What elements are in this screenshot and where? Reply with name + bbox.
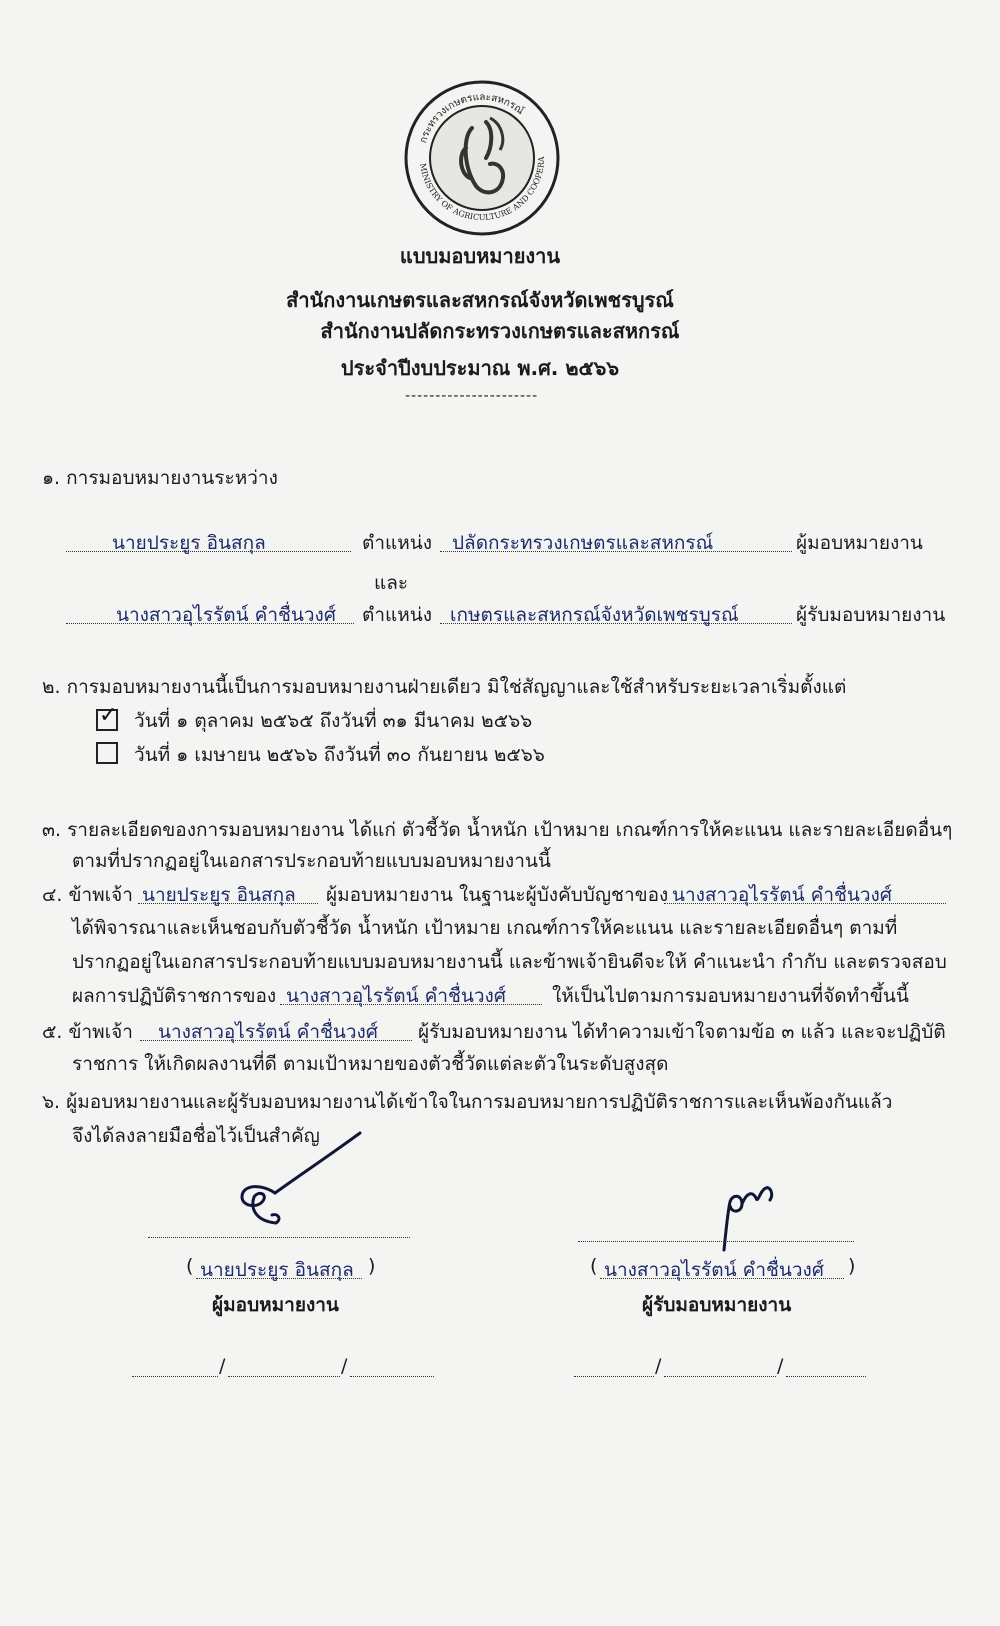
- date-separator: /: [777, 1355, 784, 1377]
- assigner-sign-open: (: [186, 1255, 194, 1277]
- section5-line2: ราชการ ให้เกิดผลงานที่ดี ตามเป้าหมายของตัวชี้วัดแต่ละตัวในระดับสูงสุด: [72, 1053, 669, 1075]
- date-separator: /: [341, 1355, 348, 1377]
- section4-name1: นายประยูร อินสกุล: [142, 884, 296, 906]
- assigner-signature: [220, 1125, 370, 1235]
- form-title: แบบมอบหมายงาน: [399, 244, 561, 268]
- and-label: และ: [374, 572, 409, 594]
- ministry-seal: [402, 78, 562, 238]
- assignee-sign-role: ผู้รับมอบหมายงาน: [642, 1294, 792, 1316]
- header-rule: ----------------------: [405, 388, 539, 404]
- assignee-role: ผู้รับมอบหมายงาน: [796, 604, 946, 626]
- section4-name3: นางสาวอุไรรัตน์ คำชื่นวงศ์: [286, 985, 506, 1007]
- section3-line2: ตามที่ปรากฏอยู่ในเอกสารประกอบท้ายแบบมอบหมายงานนี้: [72, 850, 551, 872]
- assigner-sign-role: ผู้มอบหมายงาน: [212, 1294, 339, 1316]
- assigner-position: ปลัดกระทรวงเกษตรและสหกรณ์: [452, 532, 714, 554]
- section4-line3: ปรากฏอยู่ในเอกสารประกอบท้ายแบบมอบหมายงานนี้ และข้าพเจ้ายินดีจะให้ คำแนะนำ กำกับ และตรวจสอบ: [72, 951, 947, 973]
- assignee-name: นางสาวอุไรรัตน์ คำชื่นวงศ์: [116, 604, 336, 626]
- period1-checkbox[interactable]: [96, 703, 118, 731]
- date-separator: /: [219, 1355, 226, 1377]
- period1-label: วันที่ ๑ ตุลาคม ๒๕๖๕ ถึงวันที่ ๓๑ มีนาคม ๒๕๖๖: [134, 710, 533, 732]
- section4-text1: ผู้มอบหมายงาน ในฐานะผู้บังคับบัญชาของ: [326, 884, 669, 906]
- assigner-sign-close: ): [368, 1255, 376, 1277]
- section4-name2: นางสาวอุไรรัตน์ คำชื่นวงศ์: [672, 884, 892, 906]
- section1-title: ๑. การมอบหมายงานระหว่าง: [42, 467, 278, 489]
- department-name: สำนักงานปลัดกระทรวงเกษตรและสหกรณ์: [320, 319, 680, 343]
- period2-label: วันที่ ๑ เมษายน ๒๕๖๖ ถึงวันที่ ๓๐ กันยายน ๒๕๖๖: [134, 744, 545, 766]
- section6-line2: จึงได้ลงลายมือชื่อไว้เป็นสำคัญ: [72, 1125, 320, 1147]
- section4-line4a: ผลการปฏิบัติราชการของ: [72, 985, 277, 1007]
- office-name: สำนักงานเกษตรและสหกรณ์จังหวัดเพชรบูรณ์: [286, 288, 674, 312]
- assigner-sign-name: นายประยูร อินสกุล: [200, 1259, 354, 1281]
- assignee-signature: [716, 1180, 786, 1260]
- assigner-signature-line: [148, 1237, 410, 1238]
- seal-text-bottom: MINISTRY OF AGRICULTURE AND COOPERA: [418, 156, 547, 223]
- assignee-sign-open: (: [590, 1255, 598, 1277]
- section4-line2: ได้พิจารณาและเห็นชอบกับตัวชี้วัด น้ำหนัก เป้าหมาย เกณฑ์การให้คะแนน และรายละเอียดอื่นๆ ตามที่: [72, 917, 898, 939]
- section2-title: ๒. การมอบหมายงานนี้เป็นการมอบหมายงานฝ่ายเดียว มิใช่สัญญาและใช้สำหรับระยะเวลาเริ่มตั้งแต่: [42, 676, 847, 698]
- assignee-sign-close: ): [848, 1255, 856, 1277]
- assignee-sign-name: นางสาวอุไรรัตน์ คำชื่นวงศ์: [604, 1259, 824, 1281]
- position-label-2: ตำแหน่ง: [362, 604, 433, 626]
- section3-line1: ๓. รายละเอียดของการมอบหมายงาน ได้แก่ ตัวชี้วัด น้ำหนัก เป้าหมาย เกณฑ์การให้คะแนน และรายละเอียดอื่นๆ: [42, 819, 953, 841]
- assigner-name: นายประยูร อินสกุล: [112, 532, 266, 554]
- section5-name: นางสาวอุไรรัตน์ คำชื่นวงศ์: [158, 1021, 378, 1043]
- assigner-role: ผู้มอบหมายงาน: [796, 532, 923, 554]
- section6-line1: ๖. ผู้มอบหมายงานและผู้รับมอบหมายงานได้เข้าใจในการมอบหมายการปฏิบัติราชการและเห็นพ้องกันแล้ว: [42, 1091, 893, 1113]
- section4-prefix: ๔. ข้าพเจ้า: [42, 884, 133, 906]
- date-separator: /: [655, 1355, 662, 1377]
- seal-text-top: กระทรวงเกษตรและสหกรณ์: [418, 91, 526, 145]
- section5-text: ผู้รับมอบหมายงาน ได้ทำความเข้าใจตามข้อ ๓ แล้ว และจะปฏิบัติ: [418, 1021, 946, 1043]
- period2-checkbox[interactable]: [96, 742, 118, 764]
- check-icon: ✓: [99, 703, 118, 728]
- position-label: ตำแหน่ง: [362, 532, 433, 554]
- fiscal-year: ประจำปีงบประมาณ พ.ศ. ๒๕๖๖: [340, 356, 620, 380]
- section5-prefix: ๕. ข้าพเจ้า: [42, 1021, 133, 1043]
- section4-line4b: ให้เป็นไปตามการมอบหมายงานที่จัดทำขึ้นนี้: [552, 985, 909, 1007]
- assignee-position: เกษตรและสหกรณ์จังหวัดเพชรบูรณ์: [450, 604, 739, 626]
- assignee-signature-line: [578, 1241, 854, 1242]
